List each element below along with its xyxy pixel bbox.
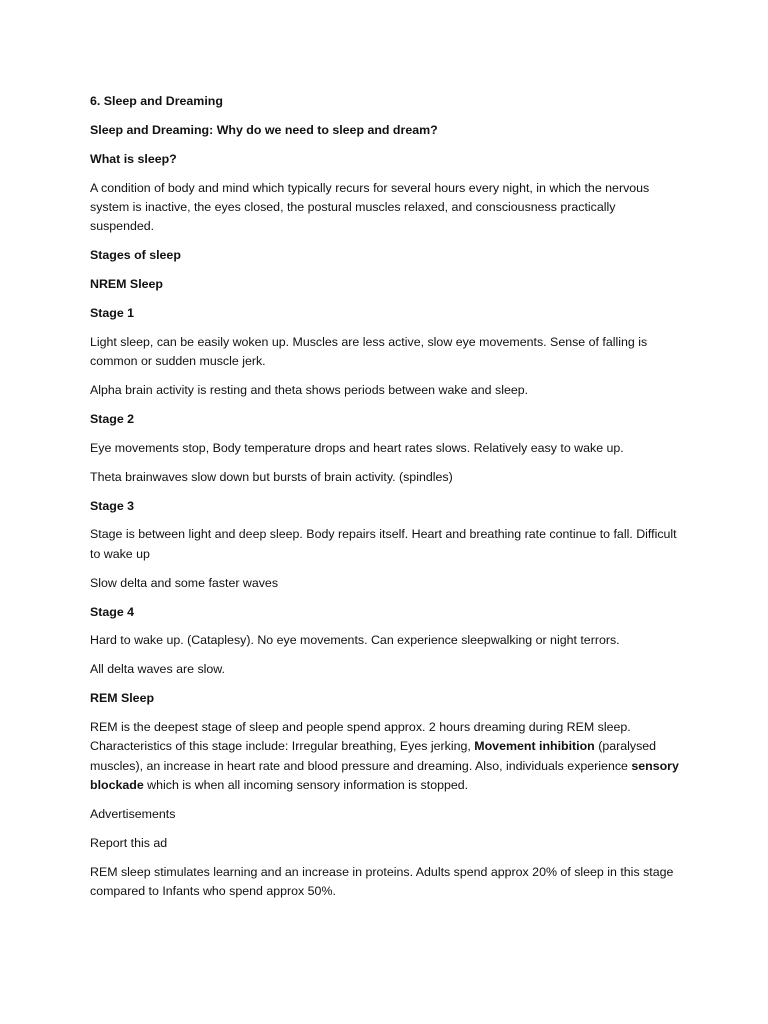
stage3-paragraph: Stage is between light and deep sleep. Body repairs itself. Heart and breathing rate continue to fall. Difficult to wake up	[90, 527, 677, 561]
stage1-brain-paragraph: Alpha brain activity is resting and theta shows periods between wake and sleep.	[90, 383, 529, 398]
rem-learning-paragraph: REM sleep stimulates learning and an increase in proteins. Adults spend approx 20% of sleep in this stage compared to Infants who spend approx 50%.	[90, 864, 674, 898]
advertisements-label: Advertisements	[90, 806, 176, 821]
sensory-blockade-term: sensory blockade	[90, 758, 679, 792]
stage4-heading: Stage 4	[90, 604, 135, 619]
rem-paragraph	[90, 718, 680, 795]
rem-text-part2: (paralysed muscles), an increase in heart rate and blood pressure and dreaming. Also, individuals experience	[90, 739, 657, 773]
nrem-heading: NREM Sleep	[90, 277, 163, 292]
stages-heading: Stages of sleep	[90, 248, 181, 263]
rem-heading: REM Sleep	[90, 691, 155, 706]
stage2-heading: Stage 2	[90, 411, 135, 426]
chapter-heading: 6. Sleep and Dreaming	[90, 94, 223, 108]
stage3-brain-paragraph: Slow delta and some faster waves	[90, 575, 279, 590]
rem-text-part3: which is when all incoming sensory information is stopped.	[143, 778, 469, 792]
document-page	[90, 92, 680, 911]
report-ad-link[interactable]: Report this ad	[90, 835, 168, 850]
stage4-paragraph: Hard to wake up. (Cataplesy). No eye movements. Can experience sleepwalking or night terrors.	[90, 633, 620, 648]
subtitle-heading: Sleep and Dreaming: Why do we need to sleep and dream?	[90, 122, 438, 137]
stage2-brain-paragraph: Theta brainwaves slow down but bursts of brain activity. (spindles)	[90, 469, 453, 484]
stage1-heading: Stage 1	[90, 305, 135, 320]
stage4-brain-paragraph: All delta waves are slow.	[90, 662, 225, 677]
stage3-heading: Stage 3	[90, 498, 135, 513]
what-is-sleep-heading: What is sleep?	[90, 151, 177, 166]
sleep-definition-paragraph: A condition of body and mind which typically recurs for several hours every night, in which the nervous system is inactive, the eyes closed, the postural muscles relaxed, and consciousness practically suspended.	[90, 180, 650, 234]
stage1-paragraph: Light sleep, can be easily woken up. Muscles are less active, slow eye movements. Sense of falling is common or sudden muscle jerk.	[90, 334, 648, 369]
rem-text-part1: REM is the deepest stage of sleep and people spend approx. 2 hours dreaming during REM sleep. Characteristics of this stage include: Irregular breathing, Eyes jerking,	[90, 720, 631, 754]
movement-inhibition-term: Movement inhibition	[474, 739, 595, 754]
stage2-paragraph: Eye movements stop, Body temperature drops and heart rates slows. Relatively easy to wake up.	[90, 440, 624, 455]
